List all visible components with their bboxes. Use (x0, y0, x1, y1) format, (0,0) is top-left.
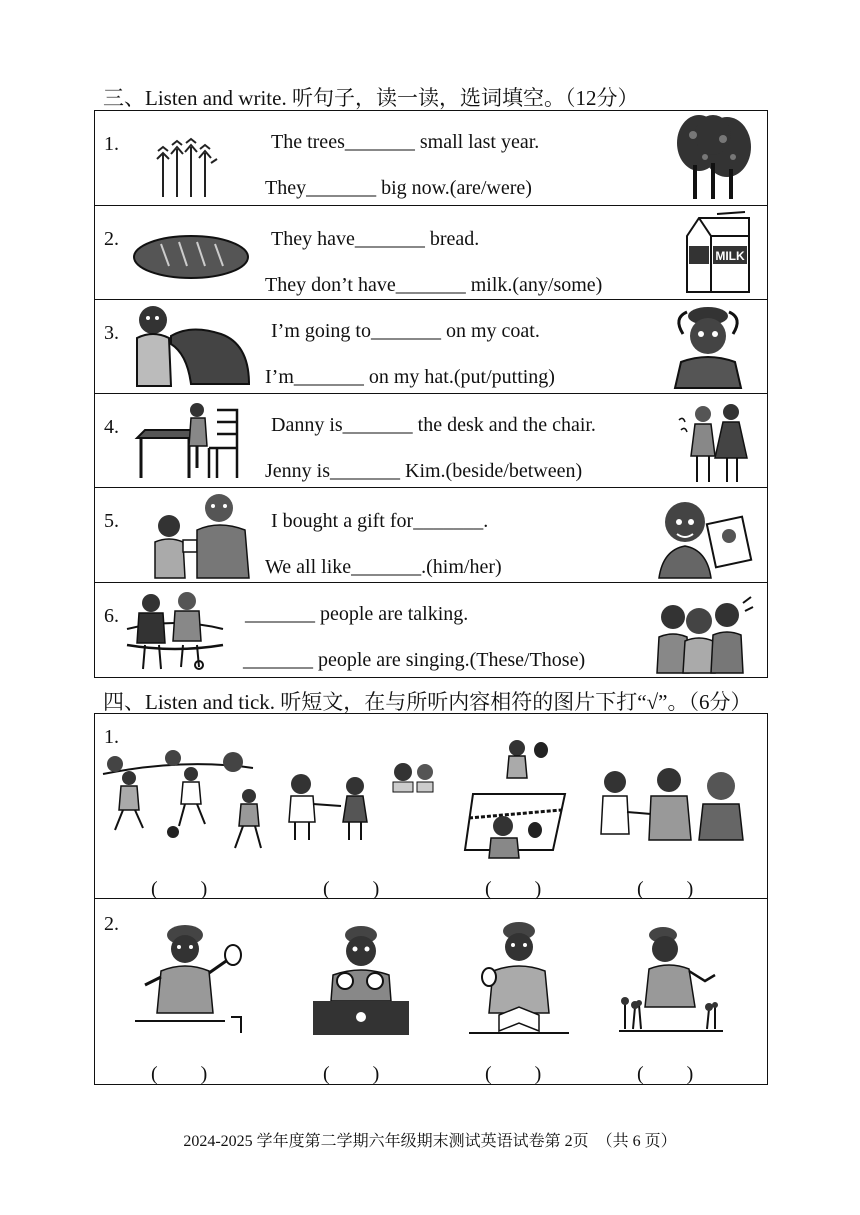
tick-group-1 (95, 714, 767, 899)
question-number: 2. (104, 913, 119, 935)
man-photo-icon (655, 498, 755, 583)
boy-ball-icon (311, 921, 411, 1042)
page-footer: 2024-2025 学年度第二学期六年级期末测试英语试卷第 2页 （共 6 页） (183, 1133, 677, 1150)
question-number: 1. (104, 726, 119, 748)
kids-handshake-icon (285, 762, 435, 847)
sentence-line-1: _______ people are talking. (245, 603, 469, 625)
question-row-4 (95, 394, 767, 488)
question-row-2 (95, 206, 767, 300)
desk-chair-icon (133, 402, 243, 487)
people-on-bench-icon (123, 589, 227, 676)
section-3-title: 三、Listen and write. 听句子，读一读，选词填空。（12分） (103, 86, 639, 110)
small-trees-icon (155, 139, 219, 204)
sentence-line-2: They don’t have_______ milk.(any/some) (265, 274, 603, 296)
sentence-line-2: I’m_______ on my hat.(put/putting) (265, 366, 555, 388)
answer-paren[interactable]: ( ) (151, 878, 209, 900)
sentence-line-1: I bought a gift for_______. (271, 510, 489, 532)
question-number: 4. (104, 416, 119, 438)
question-number: 3. (104, 322, 119, 344)
adults-handshake-icon (599, 764, 745, 849)
answer-paren[interactable]: ( ) (637, 878, 695, 900)
milk-carton-icon (683, 212, 753, 301)
gift-giving-icon (151, 492, 251, 583)
boy-garden-icon (619, 923, 725, 1042)
bread-icon (131, 232, 251, 287)
sentence-line-2: We all like_______.(him/her) (265, 556, 502, 578)
question-number: 1. (104, 133, 119, 155)
sentence-line-1: The trees_______ small last year. (271, 131, 540, 153)
big-trees-icon (673, 113, 753, 206)
tick-group-2 (95, 899, 767, 1086)
sentence-line-2: They_______ big now.(are/were) (265, 177, 532, 199)
answer-paren[interactable]: ( ) (323, 878, 381, 900)
sentence-line-2: _______ people are singing.(These/Those) (243, 649, 586, 671)
boy-coat-icon (131, 304, 253, 393)
question-row-5 (95, 488, 767, 583)
question-row-3 (95, 300, 767, 394)
people-singing-icon (655, 593, 755, 678)
sentence-line-1: Danny is_______ the desk and the chair. (271, 414, 596, 436)
question-number: 5. (104, 510, 119, 532)
answer-paren[interactable]: ( ) (485, 878, 543, 900)
boy-waving-icon (135, 921, 245, 1042)
boy-hat-icon (663, 304, 753, 393)
sentence-line-1: They have_______ bread. (271, 228, 480, 250)
answer-paren[interactable]: ( ) (485, 1063, 543, 1085)
answer-paren[interactable]: ( ) (637, 1063, 695, 1085)
soccer-players-icon (103, 744, 263, 859)
section-4-title: 四、Listen and tick. 听短文，在与所听内容相符的图片下打“√”。（6分） (103, 690, 752, 714)
two-girls-icon (675, 400, 751, 491)
listen-write-table (94, 110, 768, 678)
sentence-line-2: Jenny is_______ Kim.(beside/between) (265, 460, 583, 482)
milk-label: MILK (715, 249, 745, 263)
table-tennis-icon (461, 738, 571, 863)
sentence-line-1: I’m going to_______ on my coat. (271, 320, 540, 342)
listen-tick-table (94, 713, 768, 1085)
boy-reading-icon (469, 919, 569, 1042)
question-row-1 (95, 111, 767, 206)
question-number: 2. (104, 228, 119, 250)
answer-paren[interactable]: ( ) (151, 1063, 209, 1085)
question-number: 6. (104, 605, 119, 627)
answer-paren[interactable]: ( ) (323, 1063, 381, 1085)
question-row-6 (95, 583, 767, 679)
